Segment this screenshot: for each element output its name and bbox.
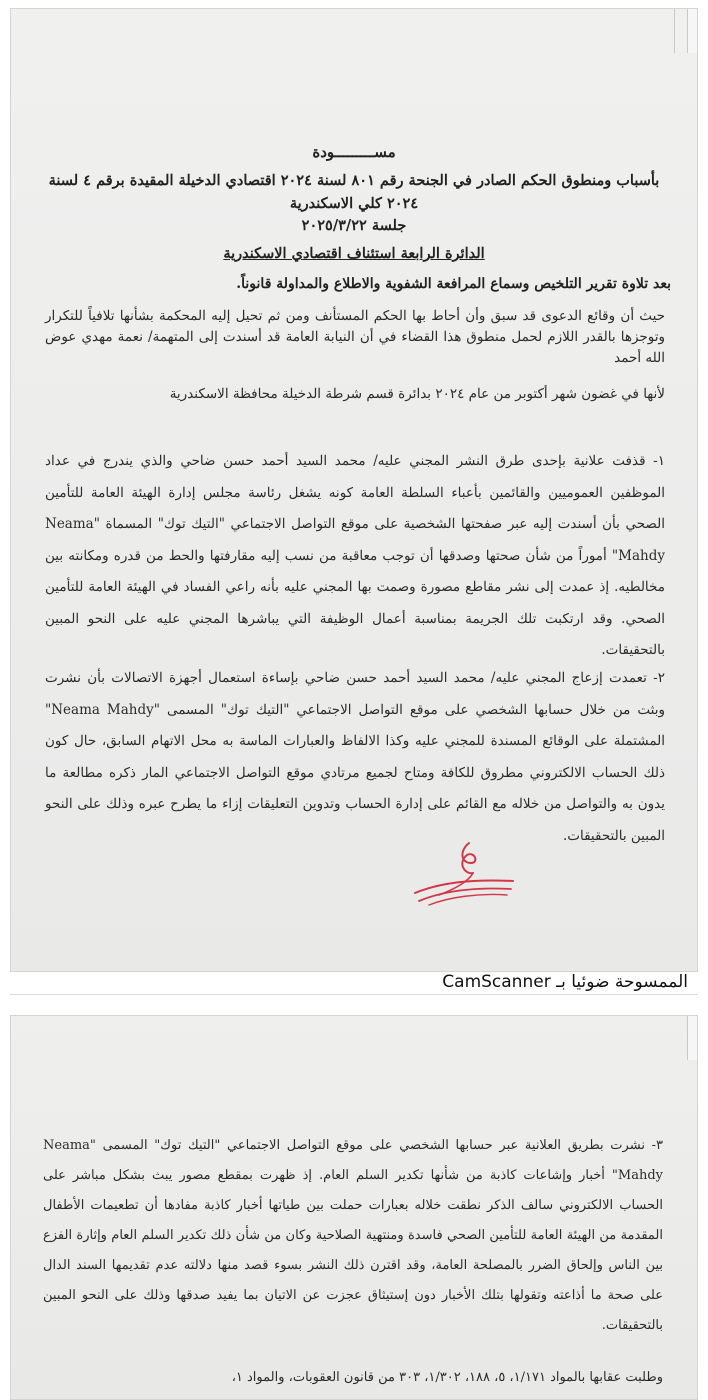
case-subject: بأسباب ومنطوق الحكم الصادر في الجنحة رقم ٨٠١ لسنة ٢٠٢٤ اقتصادي الدخيلة المقيدة برقم ٤ لسنة ٢٠٢٤ كلي الاسكندرية	[48, 172, 660, 212]
charge-item-3: ٣- نشرت بطريق العلانية عبر حسابها الشخصي على موقع التواصل الاجتماعي "التيك توك" المسمى "Neama Mahdy" أخبار وإشاعات كاذبة من شأنها تكدير السلم العام. إذ ظهرت بمقطع مصور يبث بشكل مباشر على الحساب الالكتروني سالف الذكر نطقت خلاله بعبارات حملت بين طياتها أخبار كاذبة مفادها أن تطعيمات الأطفال المقدمة من الهيئة العامة للتأمين الصحي فاسدة ومنتهية الصلاحية وكان من شأن ذلك تكدير السلم العام وإثارة الفزع بين الناس وإلحاق الضرر بالمصلحة العامة، وقد اقترن ذلك النشر بسوء قصد منها دلالته عدم تقديمها السند الدال على صحة ما أذاعته وتقولها بتلك الأخبار دون إستيثاق عجزت عن الاتيان بما يفيد صدقها وذلك على النحو المبين بالتحقيقات.	[43, 1138, 663, 1333]
charge-item-1: ١- قذفت علانية بإحدى طرق النشر المجني عليه/ محمد السيد أحمد حسن ضاحي والذي يندرج في عداد الموظفين العموميين والقائمين بأعباء السلطة العامة كونه يشغل رئاسة مجلس إدارة الهيئة العامة للتأمين الصحي بأن أسندت إليه عبر صفحتها الشخصية على موقع التواصل الاجتماعي "التيك توك" المسماة "Neama Mahdy" أموراً من شأن صحتها وصدقها أن توجب معاقبة من نسب إليه مقارفتها والحط من قدره ومكانته بين مخالطيه. إذ عمدت إلى نشر مقاطع مصورة وصمت بها المجني عليه بأنه راعي الفساد في الهيئة العامة للتأمين الصحي. وقد ارتكبت تلك الجريمة بمناسبة أعمال الوظيفة التي يباشرها المجني عليه على النحو المبين بالتحقيقات.	[45, 453, 665, 658]
page-edge-line	[674, 9, 675, 53]
session-date: جلسة ٢٠٢٥/٣/٢٢	[301, 217, 407, 234]
page-edge-mark-2	[687, 1016, 698, 1060]
time-place-paragraph: لأنها في غضون شهر أكتوبر من عام ٢٠٢٤ بدائرة قسم شرطة الدخيلة محافظة الاسكندرية	[169, 386, 665, 402]
handwritten-signature	[409, 839, 519, 909]
page-edge-mark	[687, 9, 698, 53]
charge-item-2: ٢- تعمدت إزعاج المجني عليه/ محمد السيد أحمد حسن ضاحي بإساءة استعمال أجهزة الاتصالات بأن نشرت وبثت من خلال حسابها الشخصي على موقع التواصل الاجتماعي "التيك توك" المسمى "Neama Mahdy" المشتملة على الوقائع المسندة للمجني عليه وكذا الالفاظ والعبارات الماسة به محل الاتهام السابق، حال كون ذلك الحساب الالكتروني مطروق للكافة ومتاح لجميع مرتادي موقع التواصل الاجتماعي المار ذكره مطالعة ما يدون به والتواصل من خلاله مع القائم على إدارة الحساب وتدوين التعليقات إزاء ما يطرح عبره وذلك على النحو المبين بالتحقيقات.	[45, 670, 666, 844]
page-separator	[10, 994, 698, 995]
court-chamber: الدائرة الرابعة استئناف اقتصادي الاسكندرية	[223, 245, 485, 262]
draft-title: مســـــــــودة	[312, 143, 396, 161]
scanner-watermark: الممسوحة ضوئيا بـ CamScanner	[442, 972, 688, 992]
document-page-2	[10, 1015, 698, 1400]
document-page-1	[10, 8, 698, 972]
after-reading-line: بعد تلاوة تقرير التلخيص وسماع المرافعة الشفوية والاطلاع والمداولة قانوناً.	[236, 276, 671, 292]
intro-paragraph: حيث أن وقائع الدعوى قد سبق وأن أحاط بها الحكم المستأنف ومن ثم تحيل إليه المحكمة بشأنها تلافياً للتكرار وتوجزها بالقدر اللازم لحمل منطوق هذا القضاء في أن النيابة العامة قد أسندت إلى المتهمة/ نعمة مهدي عوض الله أحمد	[45, 308, 665, 366]
penalty-request: وطلبت عقابها بالمواد ١/١٧١، ٥، ١٨٨، ١/٣٠٢، ٣٠٣ من قانون العقوبات، والمواد ١،	[231, 1370, 663, 1385]
